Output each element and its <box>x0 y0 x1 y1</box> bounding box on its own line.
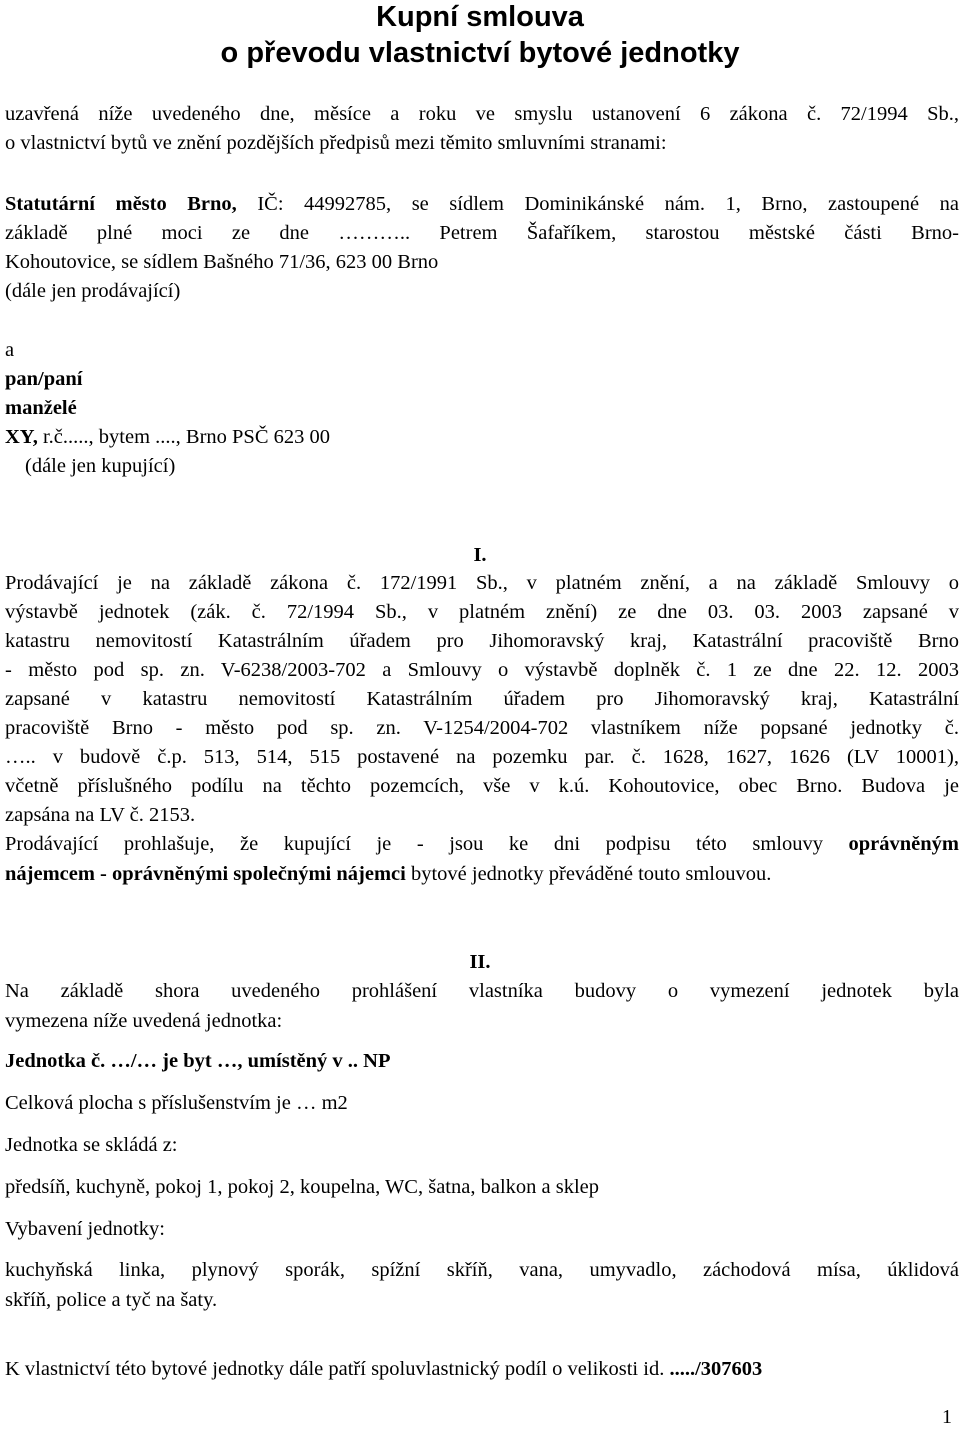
unit-rooms: předsíň, kuchyně, pokoj 1, pokoj 2, koupelna, WC, šatna, balkon a sklep <box>5 1176 600 1198</box>
intro-line: uzavřená níže uvedeného dne, měsíce a roku ve smyslu ustanovení 6 zákona č. 72/1994 Sb., <box>5 103 959 125</box>
conjunction: a <box>5 339 15 361</box>
equipment-label: Vybavení jednotky: <box>5 1218 165 1240</box>
seller-line <box>5 190 959 219</box>
paragraph-line: - město pod sp. zn. V-6238/2003-702 a Smlouvy o výstavbě doplněk č. 1 ze dne 22. 12. 2003 <box>5 659 959 681</box>
seller-line: Kohoutovice, se sídlem Bašného 71/36, 623 00 Brno <box>5 251 439 273</box>
paragraph-line: Na základě shora uvedeného prohlášení vlastníka budovy o vymezení jednotek byla <box>5 980 959 1002</box>
declaration-bold: nájemcem - oprávněnými společnými nájemci <box>5 863 406 885</box>
buyer-name: XY, <box>5 426 38 448</box>
seller-line: základě plné moci ze dne ……….. Petrem Šafaříkem, starostou městské části Brno- <box>5 222 959 244</box>
buyer-title: pan/paní <box>5 368 83 390</box>
paragraph-line: Prodávající je na základě zákona č. 172/1991 Sb., v platném znění, a na základě Smlouvy o <box>5 572 959 594</box>
paragraph-line: ….. v budově č.p. 513, 514, 515 postavené na pozemku par. č. 1628, 1627, 1626 (LV 10001), <box>5 746 959 768</box>
unit-area: Celková plocha s příslušenstvím je … m2 <box>5 1092 348 1114</box>
ownership-share <box>5 1355 959 1384</box>
document-title: Kupní smlouva <box>376 1 584 33</box>
paragraph-line: vymezena níže uvedená jednotka: <box>5 1010 283 1032</box>
intro-line: o vlastnictví bytů ve znění pozdějších předpisů mezi těmito smluvními stranami: <box>5 132 667 154</box>
seller-details: IČ: 44992785, se sídlem Dominikánské nám. 1, Brno, zastoupené na <box>236 193 959 215</box>
paragraph-line: včetně příslušného podílu na těchto pozemcích, vše v k.ú. Kohoutovice, obec Brno. Budova je <box>5 775 959 797</box>
unit-consists-label: Jednotka se skládá z: <box>5 1134 178 1156</box>
declaration-text: Prodávající prohlašuje, že kupující je - jsou ke dni podpisu této smlouvy <box>5 833 849 855</box>
section-heading: I. <box>473 544 487 566</box>
declaration-line <box>5 860 959 889</box>
paragraph-line: pracoviště Brno - město pod sp. zn. V-1254/2004-702 vlastníkem níže popsané jednotky č. <box>5 717 959 739</box>
paragraph-line: zapsána na LV č. 2153. <box>5 804 196 826</box>
section-heading: II. <box>469 951 491 973</box>
seller-name: Statutární město Brno, <box>5 193 237 215</box>
ownership-value: ...../307603 <box>669 1358 763 1380</box>
declaration-text: bytové jednotky převáděné touto smlouvou. <box>405 863 772 885</box>
paragraph-line: výstavbě jednotek (zák. č. 72/1994 Sb., v platném znění) ze dne 03. 03. 2003 zapsané v <box>5 601 959 623</box>
declaration-line <box>5 830 959 859</box>
declaration-bold: oprávněným <box>848 833 959 855</box>
document-subtitle: o převodu vlastnictví bytové jednotky <box>220 37 740 69</box>
buyer-line <box>5 423 959 452</box>
paragraph-line: katastru nemovitostí Katastrálním úřadem pro Jihomoravský kraj, Katastrální pracoviště Brno <box>5 630 959 652</box>
buyer-spouses: manželé <box>5 397 77 419</box>
buyer-address: r.č....., bytem ...., Brno PSČ 623 00 <box>37 426 330 448</box>
buyer-label: (dále jen kupující) <box>25 455 176 477</box>
equipment-line: kuchyňská linka, plynový sporák, spížní skříň, vana, umyvadlo, záchodová mísa, úklidová <box>5 1259 959 1281</box>
equipment-line: skříň, police a tyč na šaty. <box>5 1289 218 1311</box>
page-number: 1 <box>942 1406 952 1428</box>
ownership-text: K vlastnictví této bytové jednotky dále patří spoluvlastnický podíl o velikosti id. <box>5 1358 670 1380</box>
paragraph-line: zapsané v katastru nemovitostí Katastrálním úřadem pro Jihomoravský kraj, Katastrální <box>5 688 959 710</box>
seller-label: (dále jen prodávající) <box>5 280 181 302</box>
unit-description: Jednotka č. …/… je byt …, umístěný v .. NP <box>5 1050 391 1072</box>
